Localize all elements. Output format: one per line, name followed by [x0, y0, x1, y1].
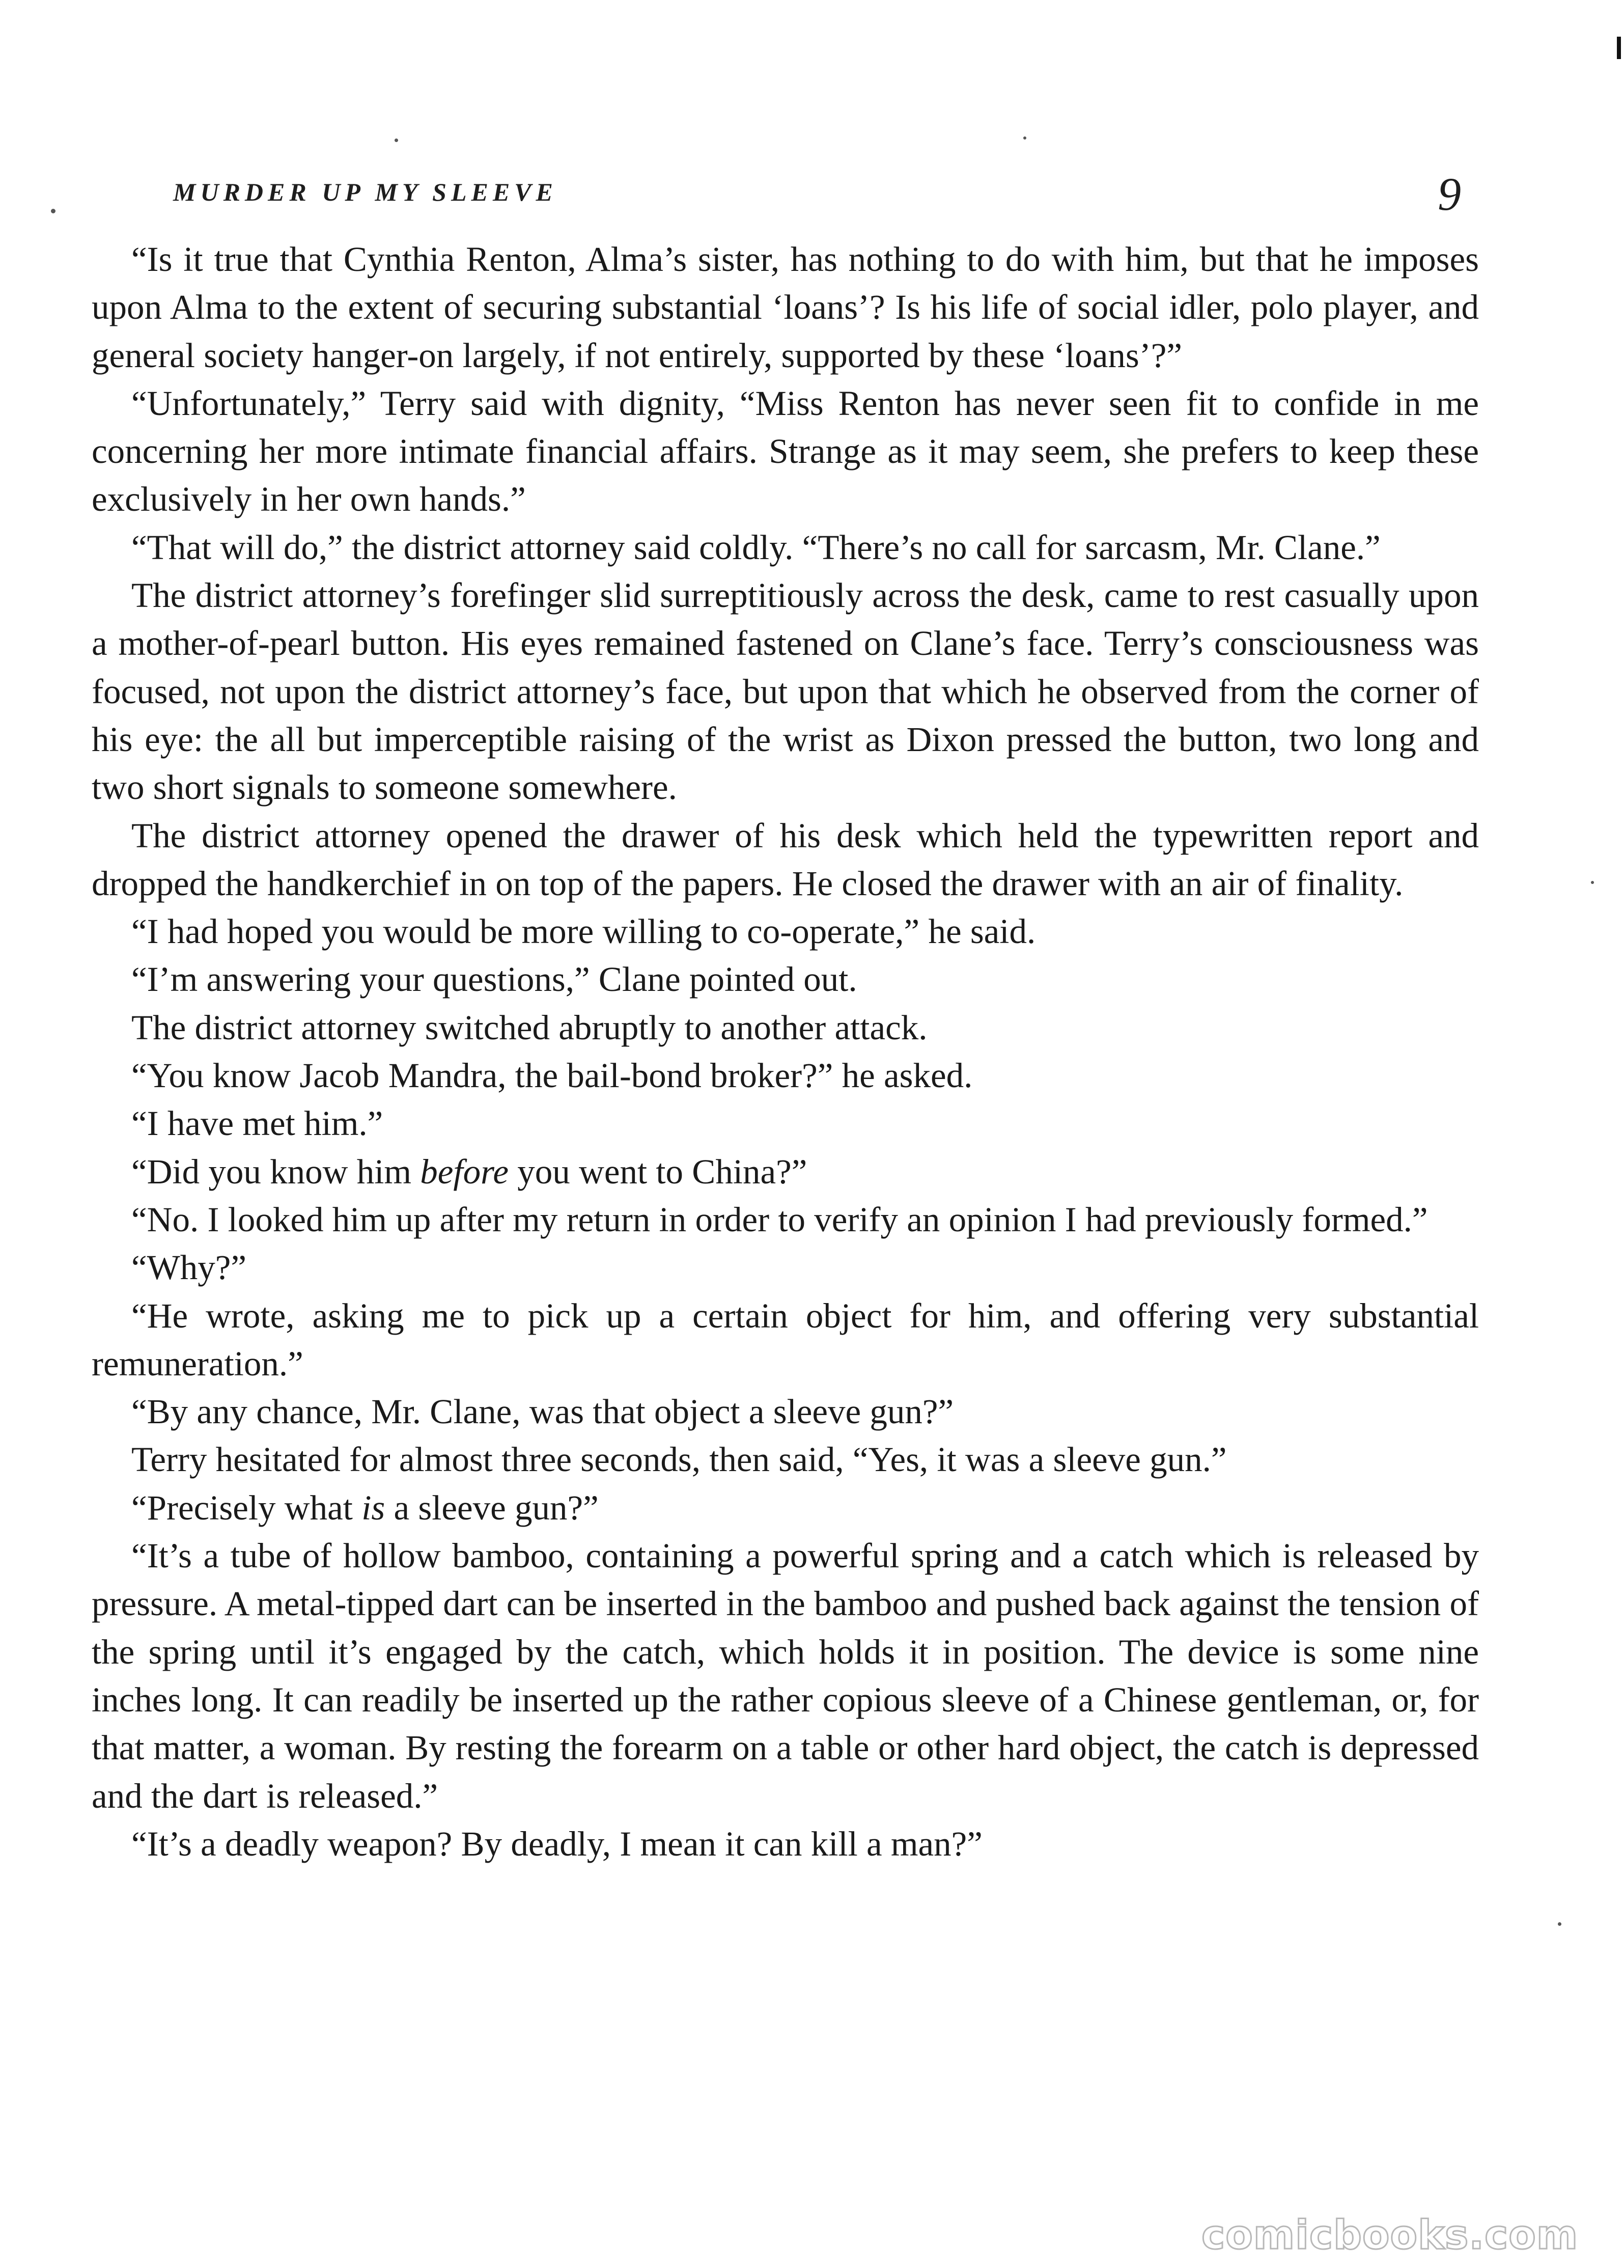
paragraph: “I had hoped you would be more willing to co-operate,” he said.	[131, 912, 1036, 951]
text-run: “Precisely what	[131, 1488, 362, 1527]
print-speck	[1558, 1922, 1561, 1926]
paragraph: Terry hesitated for almost three seconds, then said, “Yes, it was a sleeve gun.”	[131, 1440, 1227, 1479]
page-edge-mark	[1617, 37, 1621, 59]
paragraph: “No. I looked him up after my return in order to verify an opinion I had previously formed.”	[131, 1200, 1428, 1239]
paragraph: The district attorney opened the drawer of his desk which held the typewritten report and dropped the handkerchief in on top of the papers. He closed the drawer with an air of finality.	[92, 816, 1479, 903]
paragraph: “Unfortunately,” Terry said with dignity, “Miss Renton has never seen fit to confide in me concerning her more intimate financial affairs. Strange as it may seem, she prefers to keep these exclusively in her own hands.”	[92, 383, 1479, 519]
running-title: MURDER UP MY SLEEVE	[173, 178, 557, 206]
paragraph	[92, 1148, 1479, 1196]
text-run: a sleeve gun?”	[385, 1488, 599, 1527]
text-run: you went to China?”	[509, 1152, 807, 1191]
print-speck	[51, 209, 55, 213]
paragraph: The district attorney switched abruptly to another attack.	[131, 1008, 928, 1047]
paragraph: “He wrote, asking me to pick up a certain object for him, and offering very substantial remuneration.”	[92, 1296, 1479, 1383]
text-run: “Did you know him	[131, 1152, 421, 1191]
emphasis-word: is	[361, 1488, 385, 1527]
paragraph: “By any chance, Mr. Clane, was that object a sleeve gun?”	[131, 1392, 954, 1431]
emphasis-word: before	[420, 1152, 509, 1191]
running-head	[173, 168, 1461, 220]
paragraph: “It’s a tube of hollow bamboo, containing a powerful spring and a catch which is released by pressure. A metal-tipped dart can be inserted in the bamboo and pushed back against the tension of the spring until it’s engaged by the catch, which holds it in position. The device is some nine inches long. It can readily be inserted up the rather copious sleeve of a Chinese gentleman, or, for that matter, a woman. By resting the forearm on a table or other hard object, the catch is depressed and the dart is released.”	[92, 1536, 1479, 1815]
paragraph: “I’m answering your questions,” Clane pointed out.	[131, 960, 857, 999]
watermark-logo: comicbooks.com	[1201, 2212, 1579, 2258]
paragraph: “That will do,” the district attorney said coldly. “There’s no call for sarcasm, Mr. Clane.”	[131, 528, 1381, 567]
paragraph	[92, 1484, 1479, 1532]
paragraph: “You know Jacob Mandra, the bail-bond broker?” he asked.	[131, 1056, 973, 1095]
body-text	[92, 235, 1479, 1868]
paragraph: “Is it true that Cynthia Renton, Alma’s sister, has nothing to do with him, but that he imposes upon Alma to the extent of securing substantial ‘loans’? Is his life of social idler, polo player, and general society hanger-on largely, if not entirely, supported by these ‘loans’?”	[92, 240, 1479, 375]
print-speck	[1023, 136, 1026, 140]
page-number: 9	[1438, 168, 1461, 220]
paragraph: The district attorney’s forefinger slid surreptitiously across the desk, came to rest casually upon a mother-of-pearl button. His eyes remained fastened on Clane’s face. Terry’s consciousness was focused, not upon the district attorney’s face, but upon that which he observed from the corner of his eye: the all but imperceptible raising of the wrist as Dixon pressed the button, two long and two short signals to someone somewhere.	[92, 576, 1479, 807]
print-speck	[395, 139, 398, 142]
paragraph: “Why?”	[131, 1248, 247, 1287]
print-speck	[1591, 881, 1594, 884]
paragraph: “I have met him.”	[131, 1104, 383, 1143]
paragraph: “It’s a deadly weapon? By deadly, I mean it can kill a man?”	[131, 1824, 983, 1863]
